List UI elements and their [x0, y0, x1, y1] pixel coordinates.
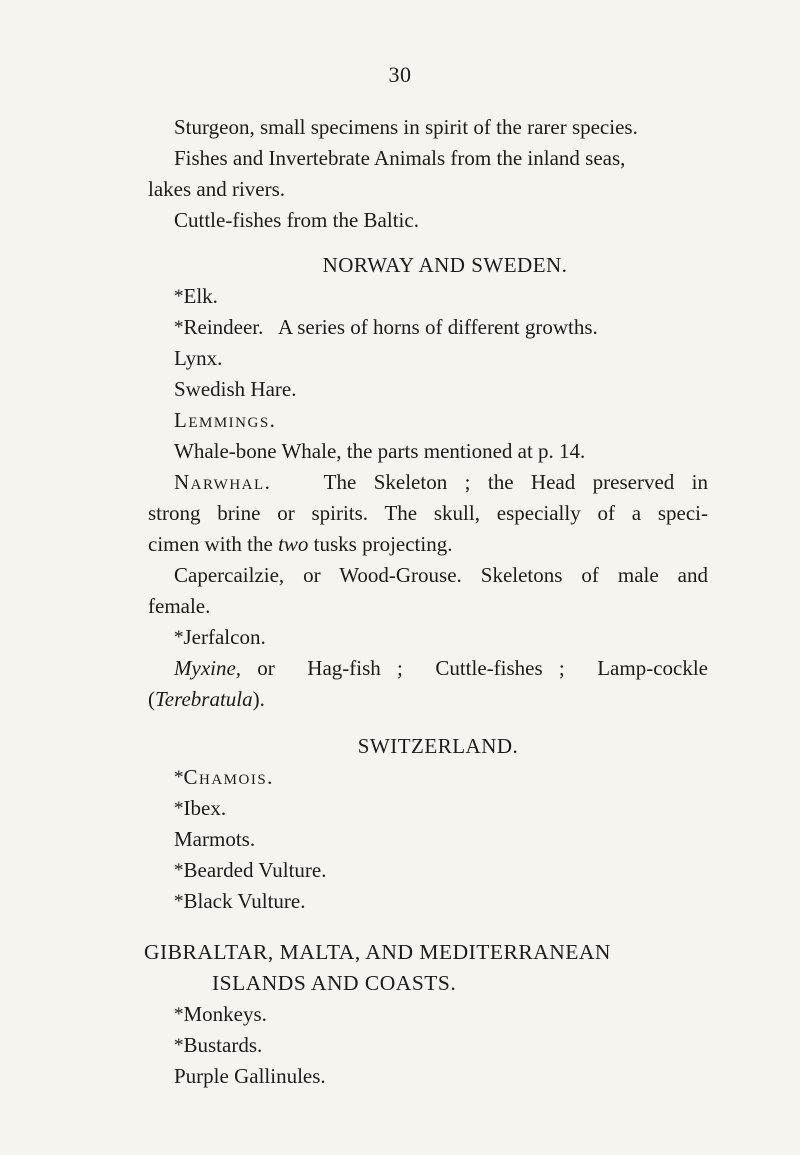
narwhal-line-3-start: cimen with the: [148, 532, 273, 556]
section-heading-norway: NORWAY AND SWEDEN.: [322, 253, 568, 277]
narwhal-name: Narwhal.: [174, 470, 272, 494]
list-item-bearded-vulture: [148, 855, 708, 886]
item-label: Reindeer. A series of horns of different growths.: [183, 315, 598, 339]
intro-line-cuttle: Cuttle-fishes from the Baltic.: [174, 208, 419, 232]
narwhal-description: The Skeleton ; the Head preserved in: [323, 470, 709, 494]
terebratula-open: (: [148, 687, 155, 711]
asterisk-marker: *: [174, 1004, 184, 1025]
list-item-narwhal: [148, 467, 708, 498]
narwhal-two-italic: two: [278, 532, 309, 556]
list-item-ibex: [148, 793, 708, 824]
intro-line-lakes: lakes and rivers.: [148, 177, 286, 201]
asterisk-marker: *: [174, 627, 184, 648]
item-label: Ibex.: [183, 796, 227, 820]
terebratula-close: ).: [252, 687, 265, 711]
narwhal-line-2: strong brine or spirits. The skull, especially of a speci-: [148, 501, 708, 525]
item-label: Black Vulture.: [183, 889, 306, 913]
list-item-lynx: Lynx.: [174, 346, 223, 370]
narwhal-line-3: [148, 529, 708, 560]
section-heading-gibraltar: GIBRALTAR, MALTA, AND MEDITERRANEAN: [144, 940, 611, 964]
capercailzie-line-2: female.: [148, 594, 211, 618]
list-item-marmots: Marmots.: [174, 827, 256, 851]
page-body: [144, 112, 709, 1092]
narwhal-line-3-end: tusks projecting.: [313, 532, 453, 556]
list-item-chamois: [148, 762, 708, 793]
item-label: Bearded Vulture.: [183, 858, 327, 882]
asterisk-marker: *: [174, 798, 184, 819]
list-item-whale: Whale-bone Whale, the parts mentioned at p. 14.: [174, 439, 586, 463]
asterisk-marker: *: [174, 1035, 184, 1056]
page-number: 30: [388, 62, 412, 87]
section-heading-gibraltar-line-2: ISLANDS AND COASTS.: [212, 971, 457, 995]
asterisk-marker: *: [174, 891, 184, 912]
myxine-rest: or Hag-fish ; Cuttle-fishes ; Lamp-cockle: [257, 656, 709, 680]
list-item-bustards: [148, 1030, 708, 1061]
item-label: Jerfalcon.: [183, 625, 266, 649]
intro-line-sturgeon: Sturgeon, small specimens in spirit of the rarer species.: [174, 115, 638, 139]
list-item-elk: [148, 281, 708, 312]
item-label: Chamois.: [183, 765, 274, 789]
intro-line-fishes: Fishes and Invertebrate Animals from the inland seas,: [174, 146, 626, 170]
list-item-hare: Swedish Hare.: [174, 377, 297, 401]
item-label: Monkeys.: [183, 1002, 267, 1026]
asterisk-marker: *: [174, 317, 184, 338]
list-item-myxine: [148, 653, 708, 684]
list-item-capercailzie: Capercailzie, or Wood-Grouse. Skeletons of male and: [174, 563, 708, 587]
asterisk-marker: *: [174, 767, 184, 788]
terebratula-line: [148, 684, 708, 715]
list-item-black-vulture: [148, 886, 708, 917]
terebratula-italic: Terebratula: [155, 687, 253, 711]
section-heading-switzerland: SWITZERLAND.: [357, 734, 519, 758]
item-label: Bustards.: [183, 1033, 263, 1057]
list-item-jerfalcon: [148, 622, 708, 653]
item-label: Elk.: [183, 284, 218, 308]
asterisk-marker: *: [174, 286, 184, 307]
asterisk-marker: *: [174, 860, 184, 881]
list-item-lemmings: Lemmings.: [174, 408, 277, 432]
list-item-monkeys: [148, 999, 708, 1030]
myxine-italic: Myxine,: [174, 656, 242, 680]
list-item-reindeer: [148, 312, 708, 343]
list-item-gallinules: Purple Gallinules.: [174, 1064, 326, 1088]
